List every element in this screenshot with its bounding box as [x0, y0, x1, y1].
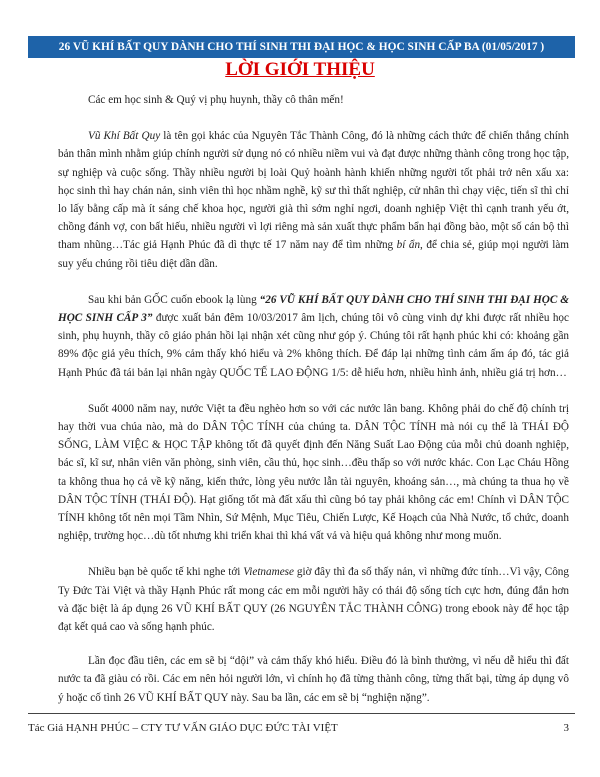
intl-start: Nhiều bạn bè quốc tế khi nghe tới [88, 566, 244, 579]
footer-author: Tác Giả HẠNH PHÚC – CTY TƯ VẤN GIÁO DỤC ĐỨC TÀI VIỆT [28, 722, 338, 734]
secret-italic: bí ẩn [396, 239, 421, 252]
ebook-title: “26 VŨ KHÍ BẤT QUY DÀNH CHO THÍ SINH THI ĐẠI HỌC & HỌC SINH CẤP 3” [58, 293, 569, 325]
intro-end: , để chia sẻ, giúp mọi người làm suy yếu chúng rồi tiêu diệt dần dần. [58, 239, 569, 270]
header-banner: 26 VŨ KHÍ BẤT QUY DÀNH CHO THÍ SINH THI ĐẠI HỌC & HỌC SINH CẤP BA (01/05/2017 ) [28, 36, 575, 58]
ebook-start: Sau khi bản GỐC cuốn ebook lạ lùng [88, 293, 260, 306]
greeting: Các em học sinh & Quý vị phụ huynh, thầy cô thân mến! [88, 94, 344, 106]
vietnamese-italic: Vietnamese [243, 566, 294, 579]
term-italic: Vũ Khí Bất Quy [88, 130, 161, 143]
intl-rest: giờ đây thì đa số thấy nản, vì những đức tính…Vì vậy, Công Ty Đức Tài Việt và thầy Hạnh Phúc rất mong các em mỗi người hãy có thái độ sống tích cực hơn, đúng đắn hơn và đặc biệt là áp dụng 26 VŨ KHÍ BẤT QUY (26 NGUYÊN TẮC THÀNH CÔNG) trong ebook này để học tập đạt kết quả cao và sống hạnh phúc. [58, 566, 569, 634]
paragraph-reading: Lần đọc đầu tiên, các em sẽ bị “dội” và cảm thấy khó hiểu. Điều đó là bình thường, vì nếu dễ hiểu thì đất nước ta đã giàu có rồi. Các em nên hỏi người lớn, vì chính họ đã từng thành công, từng thất bại, từng áp dụng vô ý hoặc cố tình 26 VŨ KHÍ BẤT QUY này. Sau ba lần, các em sẽ bị “nghiện nặng”. [58, 655, 569, 704]
page-title: LỜI GIỚI THIỆU [225, 59, 375, 80]
document-body [58, 91, 569, 707]
intro-text: là tên gọi khác của Nguyên Tắc Thành Công, đó là những cách thức để chiến thắng chính bản thân mình nhằm giúp chính người sử dụng nó có nhiều niềm vui và đạt được những thành công trong học tập, sự nghiệp và cuộc sống. Thầy nhiều người bị loài Quỷ hoành hành khiến những người tốt phải trở nên xấu xa: học sinh thì hay chán nản, sinh viên thì học nhầm nghề, kỹ sư thì thất nghiệp, cử nhân thì chạy việc, tiến sĩ thì chỉ lo lấy bằng cấp mà ít sáng chế khoa học, người già thì sớm nghỉ ngơi, doanh nghiệp Việt thì cạnh tranh yếu ớt, chồng đánh vợ, con bất hiếu, nhiều người vì lợi riêng mà sản xuất thực phẩm bẩn hại đồng bào, một số cán bộ thì tham nhũng…Tác giả Hạnh Phúc đã dì thực tế 17 năm nay để tìm những [58, 130, 569, 252]
paragraph-international [58, 563, 569, 636]
paragraph-nation: Suốt 4000 năm nay, nước Việt ta đều nghèo hơn so với các nước lân bang. Không phải do chế độ chính trị hay thời vua chúa nào, mà do DÂN TỘC TÍNH của chúng ta. DÂN TỘC TÍNH mà nói cụ thể là THÁI ĐỘ SỐNG, LÀM VIỆC & HỌC TẬP không tốt đã quyết định đến Năng Suất Lao Động của mỗi chủ doanh nghiệp, bác sĩ, kĩ sư, nhân viên văn phòng, sinh viên, cầu thủ, học sinh…đều thấp so với nước khác. Con Lạc Cháu Hồng ta không thua họ cả về kỹ năng, kiến thức, lòng yêu nước lẫn tài nguyên, khoáng sản…, mà chúng ta thua họ về DÂN TỘC TÍNH (THÁI ĐỘ). Hạt giống tốt mà đất xấu thì cũng bó tay phải không các em! Chính vì DÂN TỘC TÍNH không tốt nên mọi Tầm Nhìn, Sứ Mệnh, Mục Tiêu, Chiến Lược, Kế Hoạch của Nhà Nước, tổ chức, doanh nghiệp, trường học…dù tốt nhưng khi triển khai thì khá vất vả và hiệu quả không như mong muốn. [58, 402, 569, 543]
page-number: 3 [563, 722, 569, 734]
paragraph-intro [58, 127, 569, 273]
footer-divider [28, 713, 575, 714]
paragraph-ebook [58, 291, 569, 382]
ebook-rest: được xuất bản đêm 10/03/2017 âm lịch, chúng tôi vô cùng vinh dự khi được rất nhiều học sinh, phụ huynh, thầy cô giáo phản hồi lại nhận xét cũng như góp ý. Chúng tôi rất hạnh phúc khi có: khoảng gần 89% độc giả yêu thích, 9% cảm thấy khó hiểu và 2% không thích. Để đáp lại những tình cảm ấm áp đó, tác giả Hạnh Phúc đã tái bản lại nhân ngày QUỐC TẾ LAO ĐỘNG 1/5: dễ hiểu hơn, nhiều hình ảnh, nhiều giá trị hơn… [58, 312, 569, 379]
